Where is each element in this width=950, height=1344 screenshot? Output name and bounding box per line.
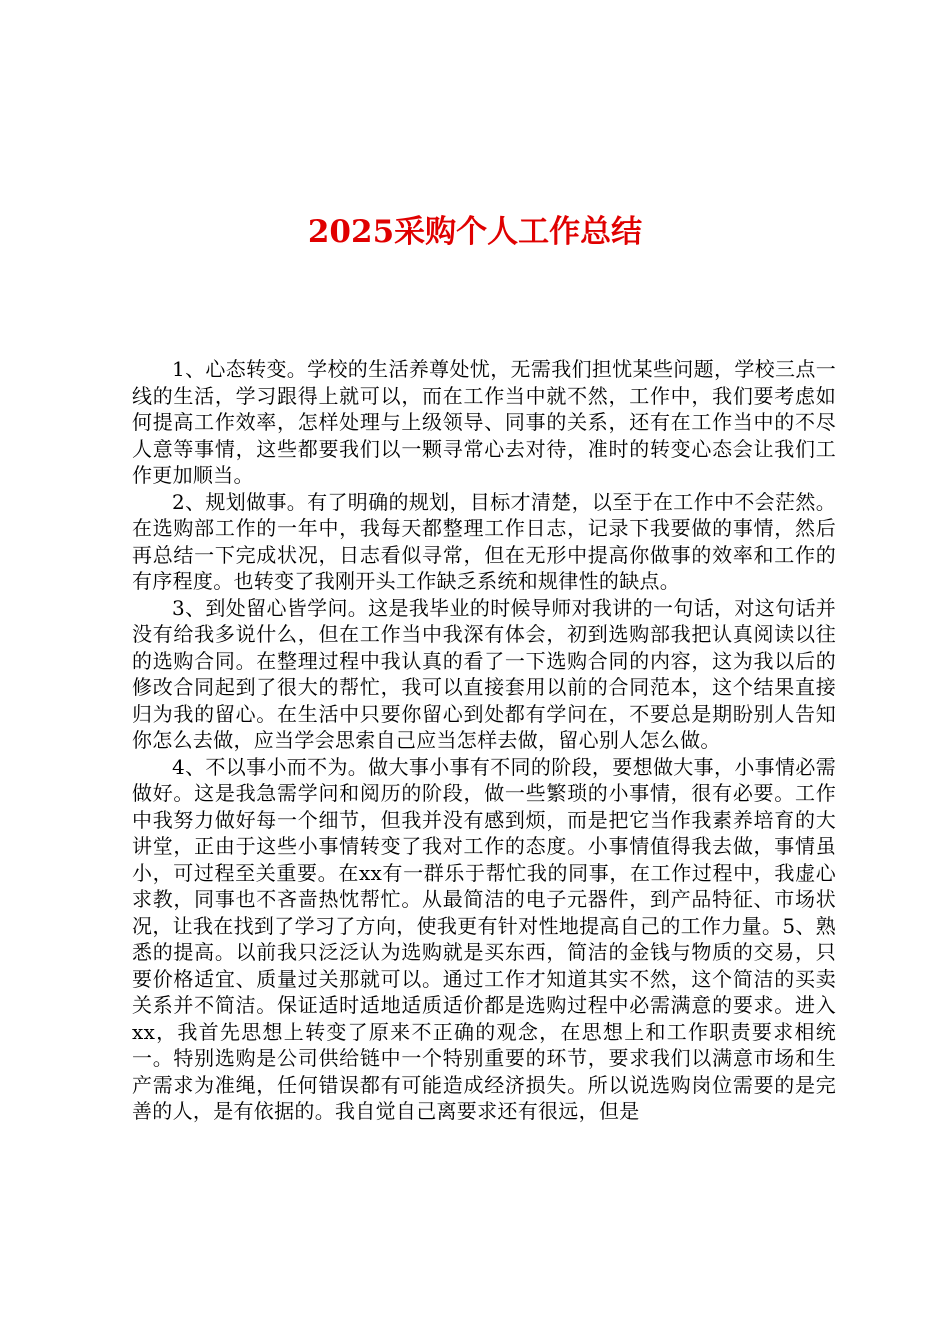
document-title: 2025采购个人工作总结 [307,214,643,250]
paragraph-4: 4、不以事小而不为。做大事小事有不同的阶段，要想做大事，小事情必需做好。这是我急需学问和阅历的阶段，做一些繁琐的小事情，很有必要。工作中我努力做好每一个细节，但我并没有感到烦，而是把它当作我素养培育的大讲堂，正由于这些小事情转变了我对工作的态度。小事情值得我去做，事情虽小，可过程至关重要。在xx有一群乐于帮忙我的同事，在工作过程中，我虚心求教，同事也不吝啬热忱帮忙。从最简洁的电子元器件，到产品特征、市场状况，让我在找到了学习了方向，使我更有针对性地提高自己的工作力量。5、熟悉的提高。以前我只泛泛认为选购就是买东西，简洁的金钱与物质的交易，只要价格适宜、质量过关那就可以。通过工作才知道其实不然，这个简洁的买卖关系并不简洁。保证适时适地适质适价都是选购过程中必需满意的要求。进入xx，我首先思想上转变了原来不正确的观念，在思想上和工作职责要求相统一。特别选购是公司供给链中一个特别重要的环节，要求我们以满意市场和生产需求为准绳，任何错误都有可能造成经济损失。所以说选购岗位需要的是完善的人，是有依据的。我自觉自己离要求还有很远，但是 [132,754,836,1123]
paragraph-1: 1、心态转变。学校的生活养尊处忧，无需我们担忧某些问题，学校三点一线的生活，学习跟得上就可以，而在工作当中就不然，工作中，我们要考虑如何提高工作效率，怎样处理与上级领导、同事的关系，还有在工作当中的不尽人意等事情，这些都要我们以一颗寻常心去对待，准时的转变心态会让我们工作更加顺当。 [132,357,836,487]
paragraph-2: 2、规划做事。有了明确的规划，目标才清楚，以至于在工作中不会茫然。在选购部工作的一年中，我每天都整理工作日志，记录下我要做的事情，然后再总结一下完成状况，日志看似寻常，但在无形中提高你做事的效率和工作的有序程度。也转变了我刚开头工作缺乏系统和规律性的缺点。 [132,489,836,593]
paragraph-3: 3、到处留心皆学问。这是我毕业的时候导师对我讲的一句话，对这句话并没有给我多说什么，但在工作当中我深有体会，初到选购部我把认真阅读以往的选购合同。在整理过程中我认真的看了一下选购合同的内容，这为我以后的修改合同起到了很大的帮忙，我可以直接套用以前的合同范本，这个结果直接归为我的留心。在生活中只要你留心到处都有学问在，不要总是期盼别人告知你怎么去做，应当学会思索自己应当怎样去做，留心别人怎么做。 [132,595,836,752]
document-body [132,356,836,1125]
